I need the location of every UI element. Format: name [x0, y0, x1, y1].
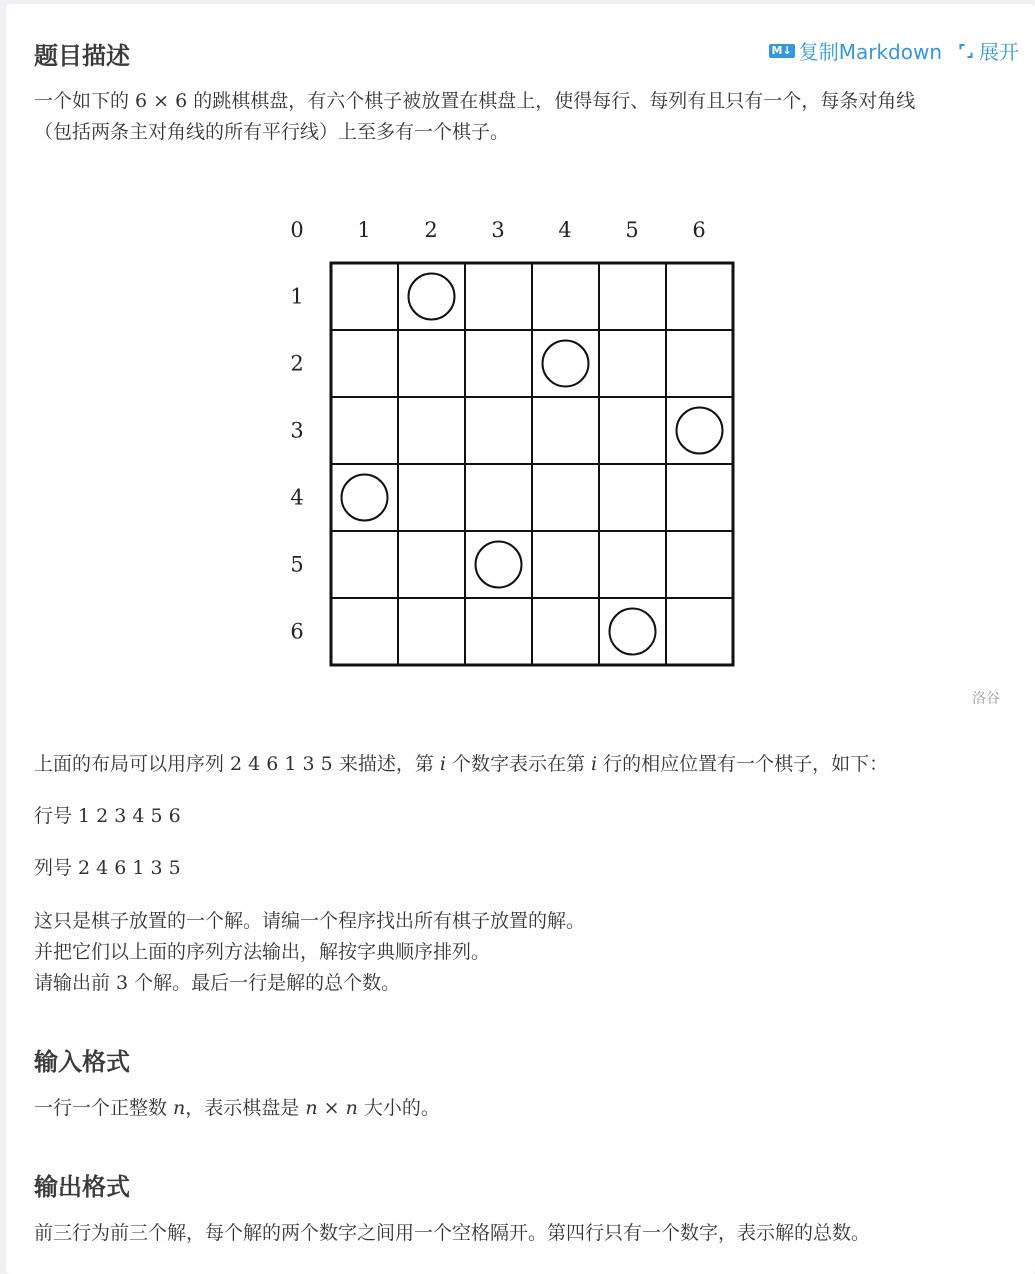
- watermark-label: 洛谷: [972, 691, 1000, 707]
- copy-markdown-button[interactable]: [769, 36, 942, 65]
- column-label: 列号: [34, 857, 79, 879]
- section-title-output-format: 输出格式: [34, 1173, 130, 1201]
- column-number-label: 6: [692, 218, 706, 242]
- row-values: 1 2 3 4 5 6: [78, 805, 181, 827]
- board-cell: [666, 464, 733, 531]
- chessboard-diagram: [276, 204, 746, 674]
- text-run: 个解。最后一行是解的总个数。: [128, 972, 401, 994]
- board-cell: [465, 397, 532, 464]
- board-cell: [666, 263, 733, 330]
- board-cell: [666, 598, 733, 665]
- board-cell: [666, 531, 733, 598]
- math-expression: n × n: [305, 1097, 358, 1119]
- expand-label: 展开: [979, 40, 1019, 64]
- math-number: 3: [116, 972, 129, 994]
- text-run: 行的相应位置有一个棋子，如下：: [597, 753, 889, 775]
- math-variable: i: [591, 753, 598, 775]
- row-number-label: 2: [290, 351, 304, 376]
- board-cell: [398, 464, 465, 531]
- text-run: 大小的。: [357, 1097, 440, 1119]
- row-number-label: 4: [290, 485, 304, 510]
- board-cell: [599, 263, 666, 330]
- board-cell: [599, 330, 666, 397]
- output-format-text: 前三行为前三个解，每个解的两个数字之间用一个空格隔开。第四行只有一个数字，表示解的总数。: [34, 1222, 871, 1244]
- board-cell: [599, 464, 666, 531]
- text-run: 来描述，第: [332, 753, 440, 775]
- board-cell: [465, 330, 532, 397]
- text-run: 上面的布局可以用序列: [34, 753, 231, 775]
- description-paragraph-3: [34, 906, 1024, 999]
- board-cell: [398, 397, 465, 464]
- markdown-icon: M↓: [769, 44, 795, 58]
- row-number-label: 1: [290, 284, 304, 309]
- board-cell: [331, 598, 398, 665]
- section-title-description: 题目描述: [34, 42, 130, 70]
- math-variable: n: [173, 1097, 186, 1119]
- board-cell: [532, 397, 599, 464]
- row-number-label: 6: [290, 619, 304, 644]
- board-cell: [398, 330, 465, 397]
- description-paragraph-2: [34, 749, 1024, 780]
- board-cell: [666, 330, 733, 397]
- row-number-label: 5: [290, 552, 304, 577]
- board-cell: [532, 263, 599, 330]
- board-cell: [465, 263, 532, 330]
- expand-button[interactable]: [958, 36, 1019, 65]
- board-cell: [599, 531, 666, 598]
- text-run: 的跳棋棋盘，有六个棋子被放置在棋盘上，使得每行、每列有且只有一个，每条对角线: [187, 90, 916, 112]
- column-values: 2 4 6 1 3 5: [78, 857, 181, 879]
- column-number-label: 4: [558, 218, 572, 242]
- board-cell: [465, 598, 532, 665]
- header-actions: [769, 36, 1019, 65]
- column-number-label: 1: [357, 218, 371, 242]
- board-cell: [532, 598, 599, 665]
- board-cell: [331, 330, 398, 397]
- board-cell: [532, 464, 599, 531]
- math-expression: 2 4 6 1 3 5: [230, 753, 333, 775]
- input-format-text: [34, 1093, 440, 1124]
- text-run: 这只是棋子放置的一个解。请编一个程序找出所有棋子放置的解。: [34, 910, 586, 932]
- board-cell: [398, 598, 465, 665]
- math-expression: 6 × 6: [135, 90, 188, 112]
- text-run: ，表示棋盘是: [185, 1097, 306, 1119]
- text-run: 个数字表示在第: [445, 753, 592, 775]
- column-number-label: 2: [424, 218, 438, 242]
- board-cell: [331, 397, 398, 464]
- board-cell: [465, 464, 532, 531]
- row-number-line: [34, 801, 181, 832]
- row-number-label: 3: [290, 418, 304, 443]
- expand-icon: ⌜⌟: [958, 41, 975, 60]
- text-run: 一个如下的: [34, 90, 136, 112]
- board-cell: [532, 531, 599, 598]
- text-run: 一行一个正整数: [34, 1097, 174, 1119]
- board-cell: [331, 531, 398, 598]
- board-cell: [331, 263, 398, 330]
- row-label: 行号: [34, 805, 79, 827]
- description-paragraph-1: [34, 86, 1024, 148]
- board-cell: [398, 531, 465, 598]
- column-number-label: 0: [290, 218, 304, 242]
- section-title-input-format: 输入格式: [34, 1048, 130, 1076]
- text-run: 并把它们以上面的序列方法输出，解按字典顺序排列。: [34, 941, 491, 963]
- column-number-line: [34, 853, 181, 884]
- column-number-label: 5: [625, 218, 639, 242]
- copy-markdown-label: 复制Markdown: [798, 40, 942, 64]
- text-run: （包括两条主对角线的所有平行线）上至多有一个棋子。: [34, 121, 510, 143]
- math-variable: i: [439, 753, 446, 775]
- column-number-label: 3: [491, 218, 505, 242]
- problem-card: [6, 4, 1035, 1274]
- text-run: 请输出前: [34, 972, 117, 994]
- board-cell: [599, 397, 666, 464]
